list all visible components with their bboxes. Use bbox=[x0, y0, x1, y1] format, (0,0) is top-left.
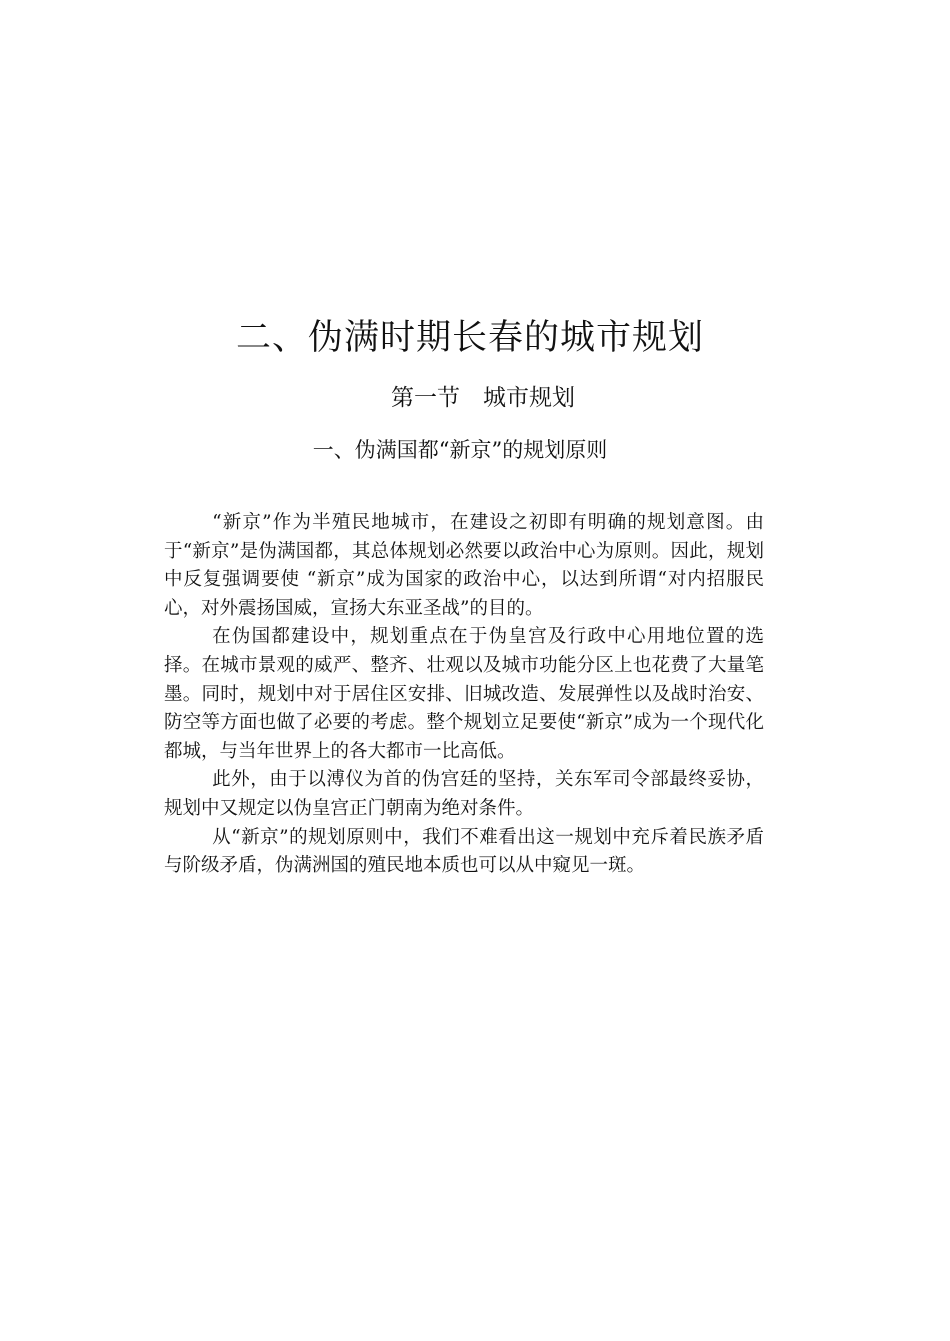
subsection-title: 一、伪满国都“新京”的规划原则 bbox=[312, 438, 608, 462]
chapter-title: 二、伪满时期长春的城市规划 bbox=[235, 318, 704, 358]
body-text bbox=[164, 509, 764, 881]
paragraph: 此外，由于以溥仪为首的伪宫廷的坚持，关东军司令部最终妥协，规划中又规定以伪皇宫正门朝南为绝对条件。 bbox=[164, 769, 764, 819]
paragraph: 从“新京”的规划原则中，我们不难看出这一规划中充斥着民族矛盾与阶级矛盾，伪满洲国的殖民地本质也可以从中窥见一斑。 bbox=[164, 826, 764, 877]
paragraph: “新京”作为半殖民地城市，在建设之初即有明确的规划意图。由于“新京”是伪满国都，其总体规划必然要以政治中心为原则。因此，规划中反复强调要使 “新京”成为国家的政治中心，以达到所谓“对内招服民心，对外震扬国威，宣扬大东亚圣战”的目的。 bbox=[164, 512, 764, 619]
paragraph: 在伪国都建设中，规划重点在于伪皇宫及行政中心用地位置的选择。在城市景观的威严、整齐、壮观以及城市功能分区上也花费了大量笔墨。同时，规划中对于居住区安排、旧城改造、发展弹性以及战时治安、防空等方面也做了必要的考虑。整个规划立足要使“新京”成为一个现代化都城，与当年世界上的各大都市一比高低。 bbox=[164, 626, 764, 762]
section-title: 第一节 城市规划 bbox=[391, 385, 575, 411]
